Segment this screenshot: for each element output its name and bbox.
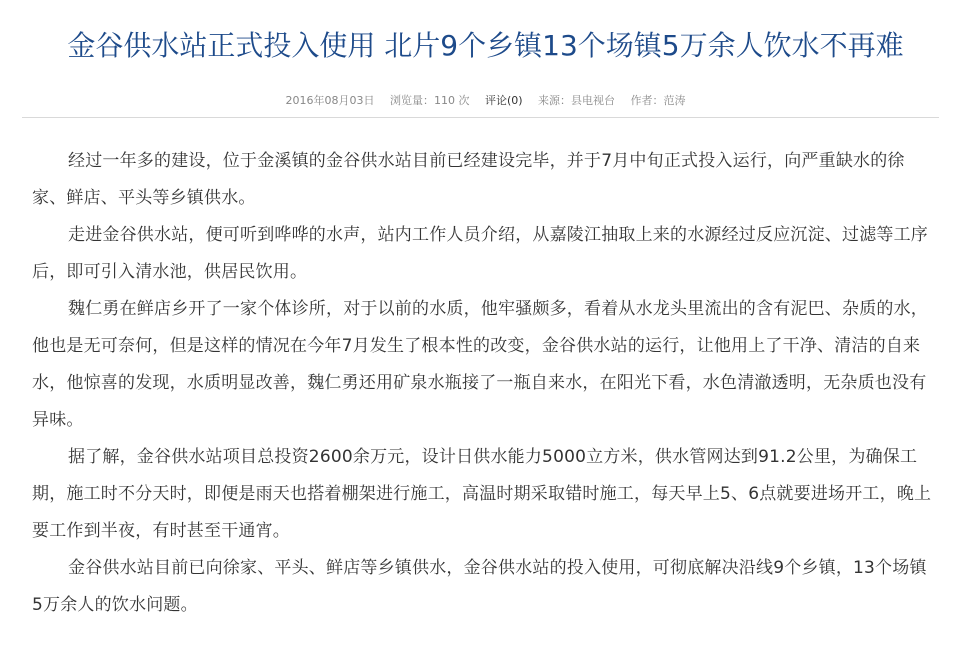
article-title: 金谷供水站正式投入使用 北片9个乡镇13个场镇5万余人饮水不再难 bbox=[67, 29, 904, 62]
comment-label: 评论( bbox=[484, 94, 512, 107]
meta-divider bbox=[22, 117, 939, 118]
article-meta bbox=[0, 93, 971, 109]
paragraph: 经过一年多的建设，位于金溪镇的金谷供水站目前已经建设完毕，并于7月中旬正式投入运行，向严重缺水的徐家、鲜店、平头等乡镇供水。 bbox=[32, 151, 905, 208]
paragraph: 魏仁勇在鲜店乡开了一家个体诊所，对于以前的水质，他牢骚颇多，看着从水龙头里流出的含有泥巴、杂质的水，他也是无可奈何，但是这样的情况在今年7月发生了根本性的改变，金谷供水站的运行，让他用上了干净、清洁的自来水，他惊喜的发现，水质明显改善，魏仁勇还用矿泉水瓶接了一瓶自来水，在阳光下看，水色清澈透明，无杂质也没有异味。 bbox=[32, 299, 928, 430]
view-count-label: 浏览量： bbox=[389, 94, 434, 107]
paragraph: 金谷供水站目前已向徐家、平头、鲜店等乡镇供水，金谷供水站的投入使用，可彻底解决沿线9个乡镇，13个场镇5万余人的饮水问题。 bbox=[32, 558, 927, 615]
article-source: 来源：县电视台 bbox=[538, 94, 616, 107]
comment-count: 0 bbox=[511, 94, 519, 107]
comment-close: ) bbox=[518, 94, 523, 107]
view-count bbox=[390, 94, 470, 107]
view-count-value: 110 次 bbox=[433, 94, 470, 107]
publish-date: 2016年08月03日 bbox=[285, 94, 375, 107]
paragraph: 据了解，金谷供水站项目总投资2600余万元，设计日供水能力5000立方米，供水管网达到91.2公里，为确保工期，施工时不分天时，即便是雨天也搭着棚架进行施工，高温时期采取错时施工，每天早上5、6点就要进场开工，晚上要工作到半夜，有时甚至干通宵。 bbox=[32, 447, 932, 541]
article-body bbox=[32, 143, 932, 624]
comment-link[interactable] bbox=[485, 94, 523, 107]
article-author: 作者：范涛 bbox=[630, 94, 686, 107]
paragraph: 走进金谷供水站，便可听到哗哗的水声，站内工作人员介绍，从嘉陵江抽取上来的水源经过反应沉淀、过滤等工序后，即可引入清水池，供居民饮用。 bbox=[32, 225, 928, 282]
